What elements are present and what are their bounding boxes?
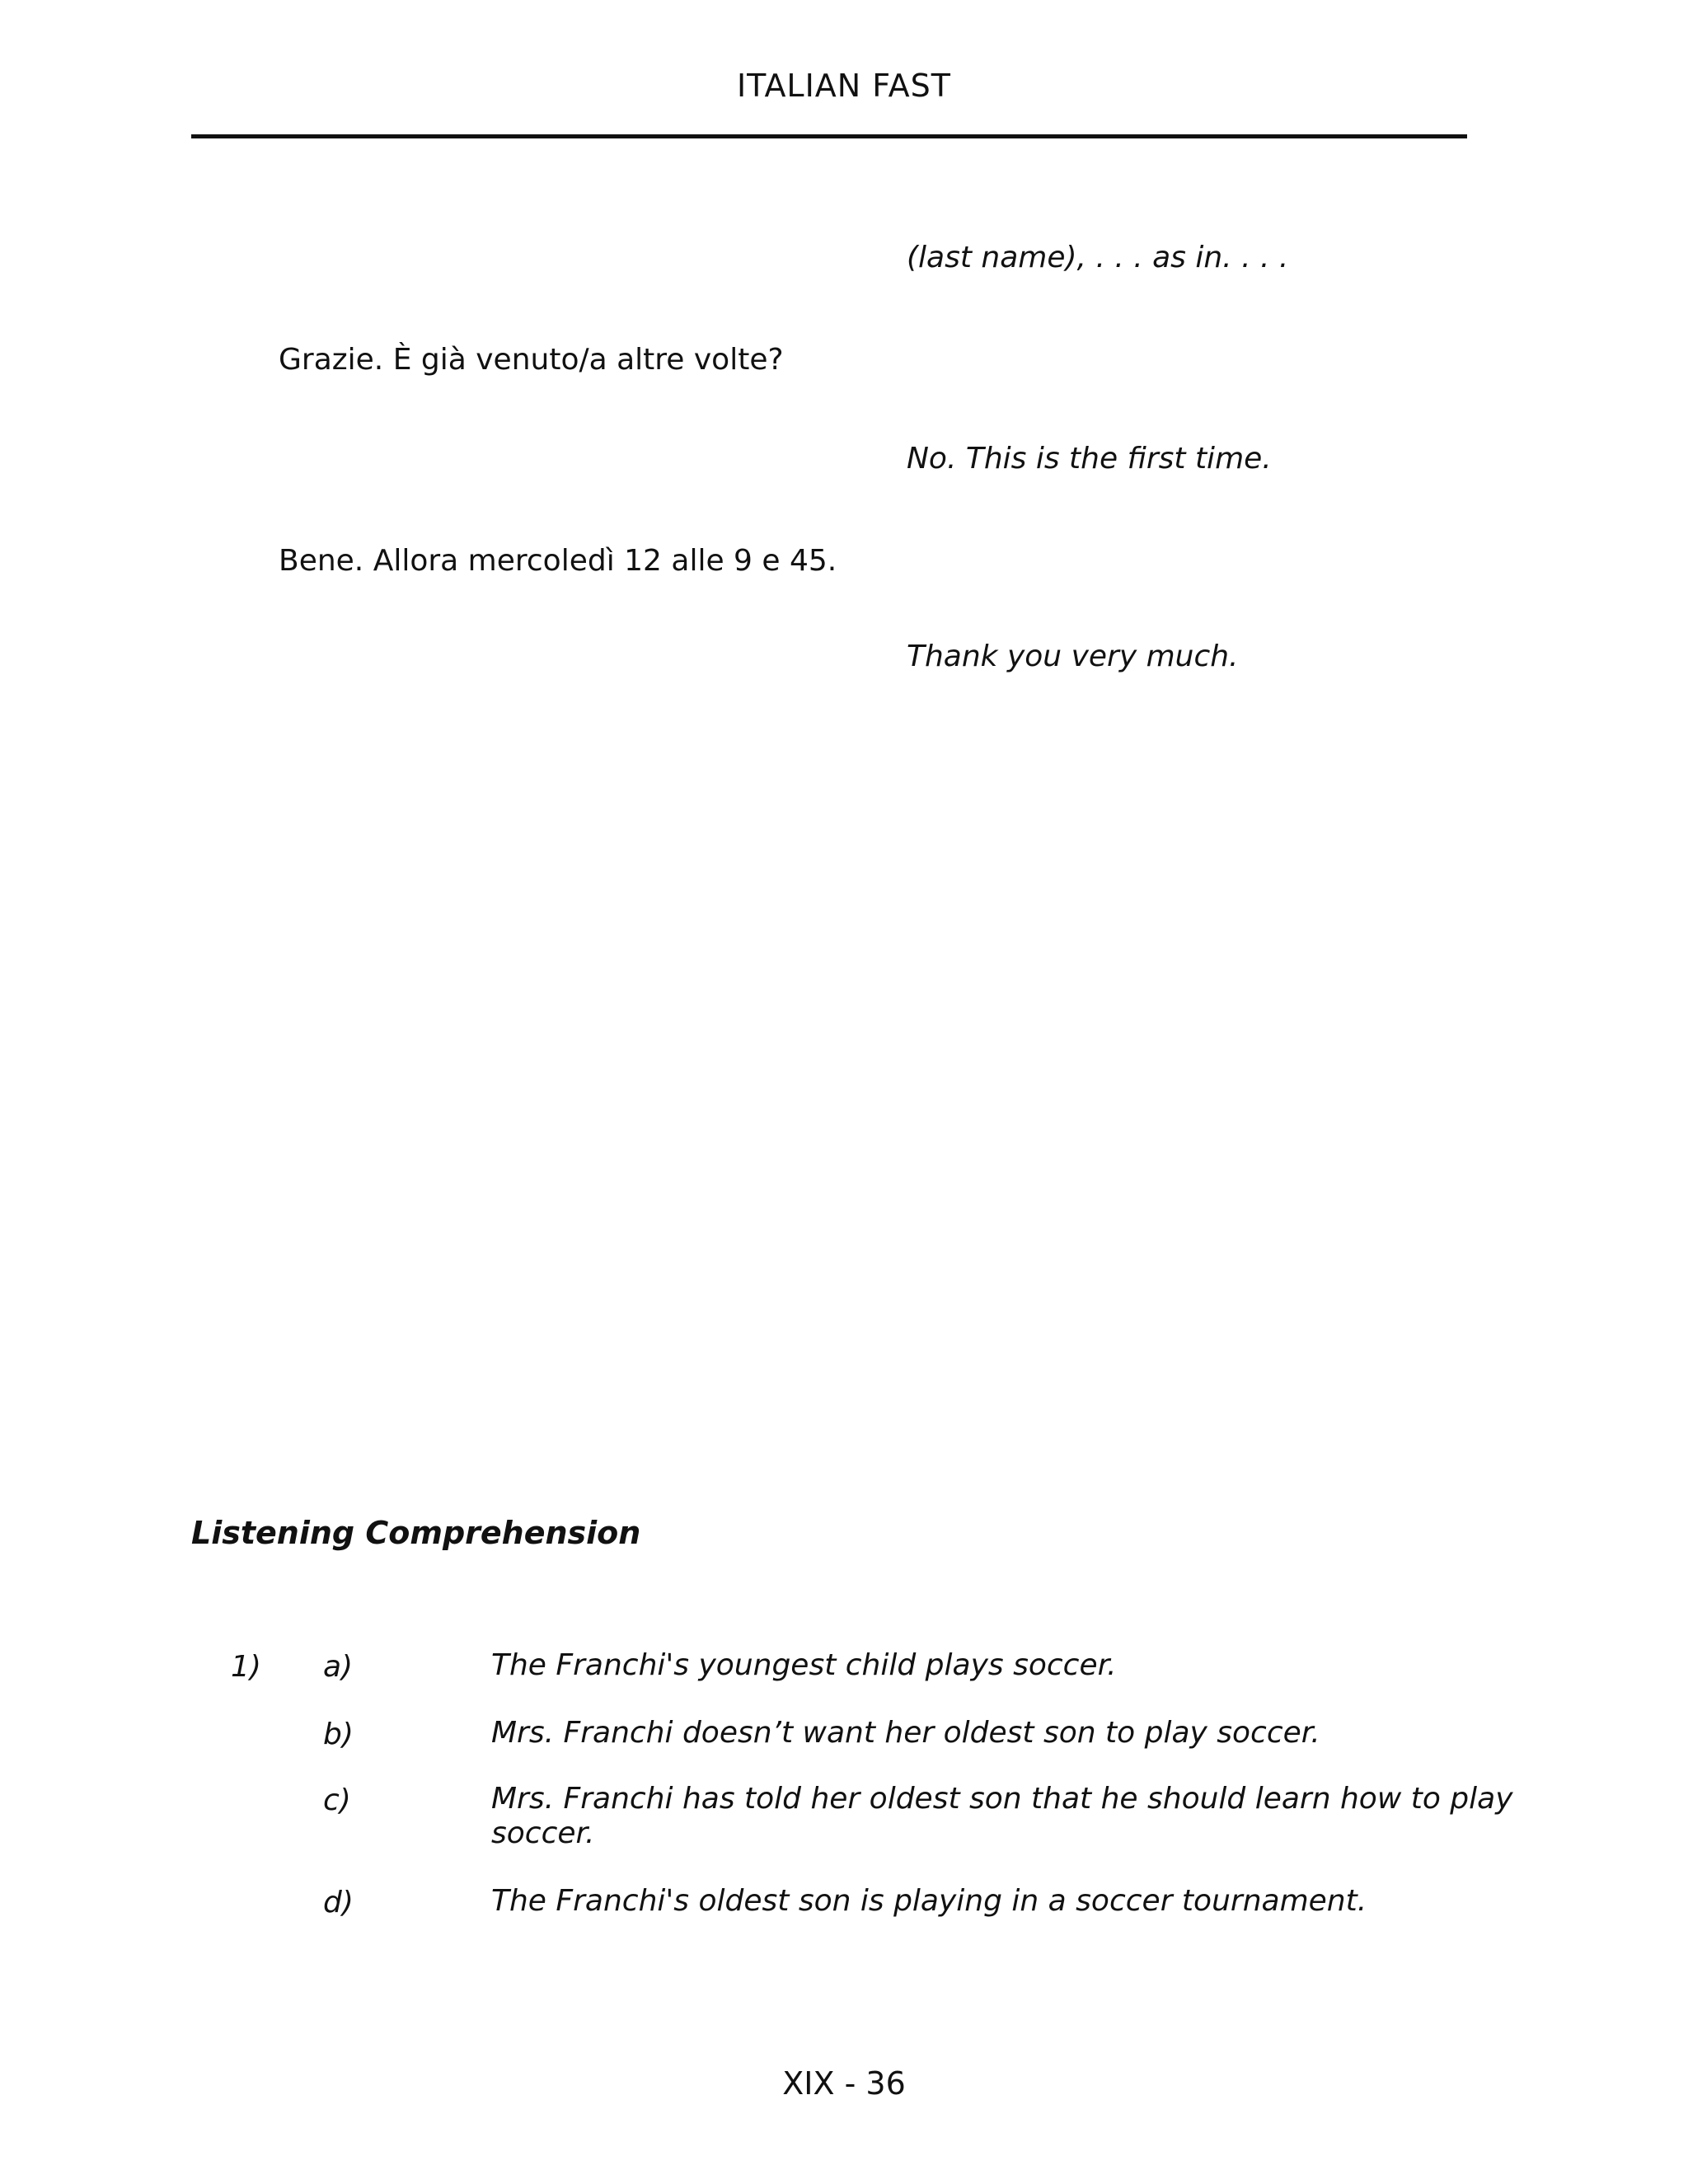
header-divider [191, 134, 1467, 138]
option-c-text: Mrs. Franchi has told her oldest son that he should learn how to play soccer. [491, 1782, 1513, 1850]
option-d-text: The Franchi's oldest son is playing in a soccer tournament. [491, 1884, 1367, 1918]
listening-comprehension-heading: Listening Comprehension [191, 1515, 641, 1551]
dialogue-line-3: No. This is the first time. [907, 442, 1272, 476]
dialogue-line-4: Bene. Allora mercoledì 12 alle 9 e 45. [279, 544, 837, 578]
option-d-letter: d) [323, 1886, 354, 1919]
question-number: 1) [231, 1650, 261, 1684]
option-b-letter: b) [323, 1718, 354, 1751]
page-header-title: ITALIAN FAST [736, 68, 952, 104]
option-a-text: The Franchi's youngest child plays soccer. [491, 1648, 1117, 1682]
option-c-letter: c) [323, 1783, 351, 1817]
dialogue-line-2: Grazie. È già venuto/a altre volte? [279, 343, 784, 377]
option-b-text: Mrs. Franchi doesn’t want her oldest son to play soccer. [491, 1716, 1320, 1750]
dialogue-line-1: (last name), . . . as in. . . . [907, 241, 1289, 274]
option-a-letter: a) [323, 1650, 354, 1684]
page-number: XIX - 36 [782, 2065, 906, 2102]
dialogue-line-5: Thank you very much. [907, 640, 1239, 673]
